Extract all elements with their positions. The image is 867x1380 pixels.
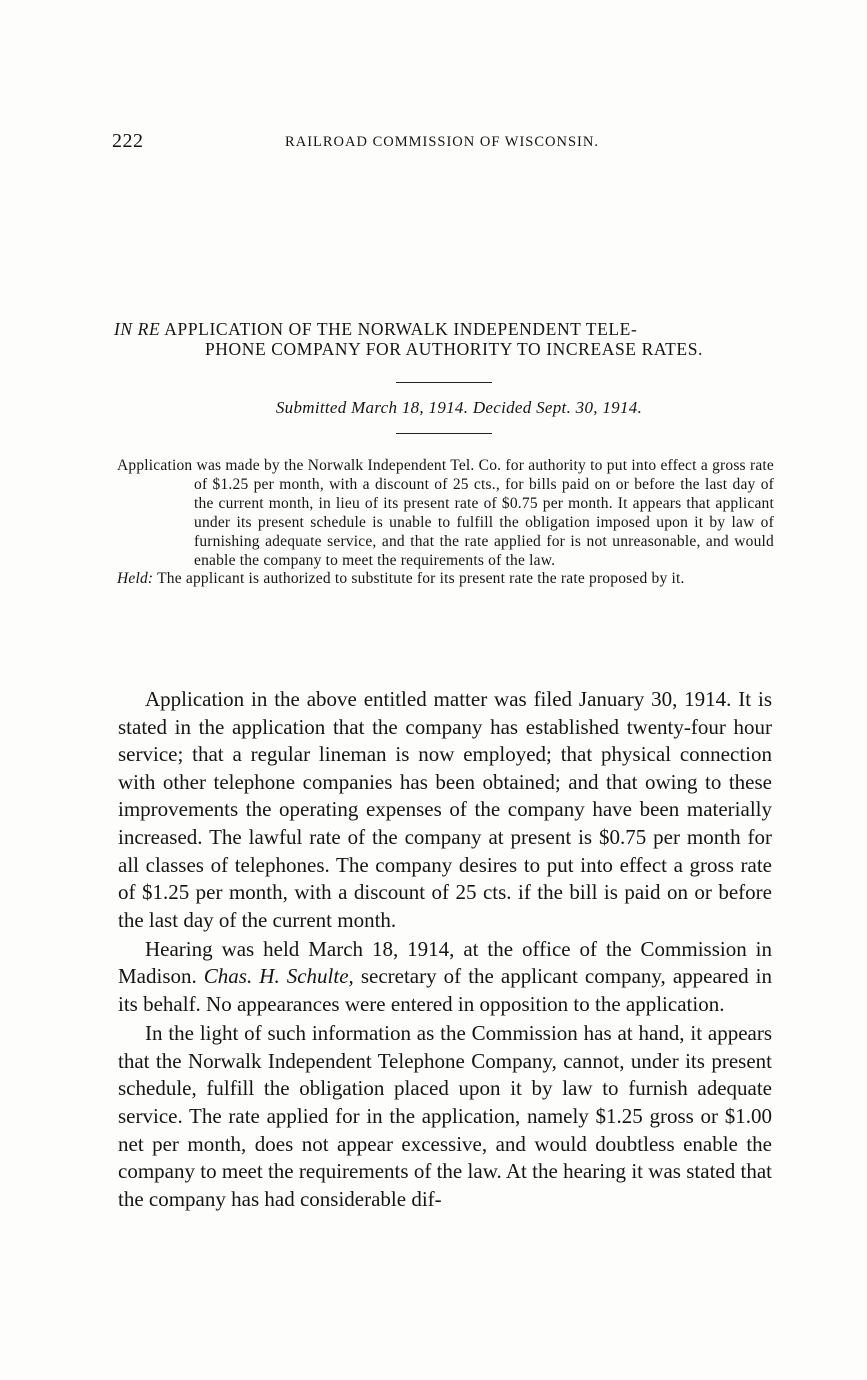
opinion-paragraph-1: Application in the above entitled matter was filed January 30, 1914. It is stated in the application that the company has established twenty-four hour service; that a regular lineman is now employed; that physical connection with other telephone companies has been obtained; and that owing to these improvements the operating expenses of the company have been materially increased. The lawful rate of the company at present is $0.75 per month for all classes of telephones. The company desires to put into effect a gross rate of $1.25 per month, with a discount of 25 cts. if the bill is paid on or before the last day of the current month. (118, 687, 772, 932)
case-title-in-re: IN RE (114, 319, 161, 339)
divider-rule-bottom (396, 433, 492, 434)
syllabus (117, 457, 774, 589)
divider-rule-top (396, 382, 492, 383)
opinion-body (118, 686, 772, 1215)
page-number: 222 (112, 130, 144, 152)
syllabus-application: Application was made by the Norwalk Independent Tel. Co. for authority to put into effect a gross rate of $1.25 per month, with a discount of 25 cts., for bills paid on or before the last day of the current month, in lieu of its present rate of $0.75 per month. It appears that applicant under its present schedule is unable to fulfill the obligation imposed upon it by law of furnishing adequate service, and that the rate applied for is not unreasonable, and would enable the company to meet the requirements of the law. (117, 457, 774, 569)
case-title-line-1 (114, 320, 774, 340)
secretary-name: Chas. H. Schulte, (203, 964, 354, 989)
held-label: Held: (117, 570, 154, 588)
running-head (112, 130, 772, 154)
syllabus-held (117, 570, 774, 589)
submission-dates: Submitted March 18, 1914. Decided Sept. 30, 1914. (275, 398, 643, 417)
paragraph-2-start: Hearing was held March 18, 1914, at the office of the Commission in Madison. (118, 936, 772, 989)
opinion-paragraph-3: In the light of such information as the Commission has at hand, it appears that the Norwalk Independent Telephone Company, cannot, under its present schedule, fulfill the obligation placed upon it by law to furnish adequate service. The rate applied for in the application, namely $1.25 gross or $1.00 net per month, does not appear excessive, and would doubtless enable the company to meet the requirements of the law. At the hearing it was stated that the company has had considerable dif- (118, 1021, 772, 1211)
opinion-paragraph-2 (118, 936, 772, 1019)
running-title: RAILROAD COMMISSION OF WISCONSIN. (285, 134, 599, 150)
case-title-line-1-text: APPLICATION OF THE NORWALK INDEPENDENT TELE- (160, 319, 638, 339)
held-text: The applicant is authorized to substitute for its present rate the rate proposed by it. (153, 570, 685, 588)
case-title-line-2: PHONE COMPANY FOR AUTHORITY TO INCREASE RATES. (204, 338, 704, 359)
case-title (114, 320, 774, 359)
paragraph-2-end: secretary of the applicant company, appeared in its behalf. No appearances were entered in opposition to the application. (118, 964, 772, 1017)
